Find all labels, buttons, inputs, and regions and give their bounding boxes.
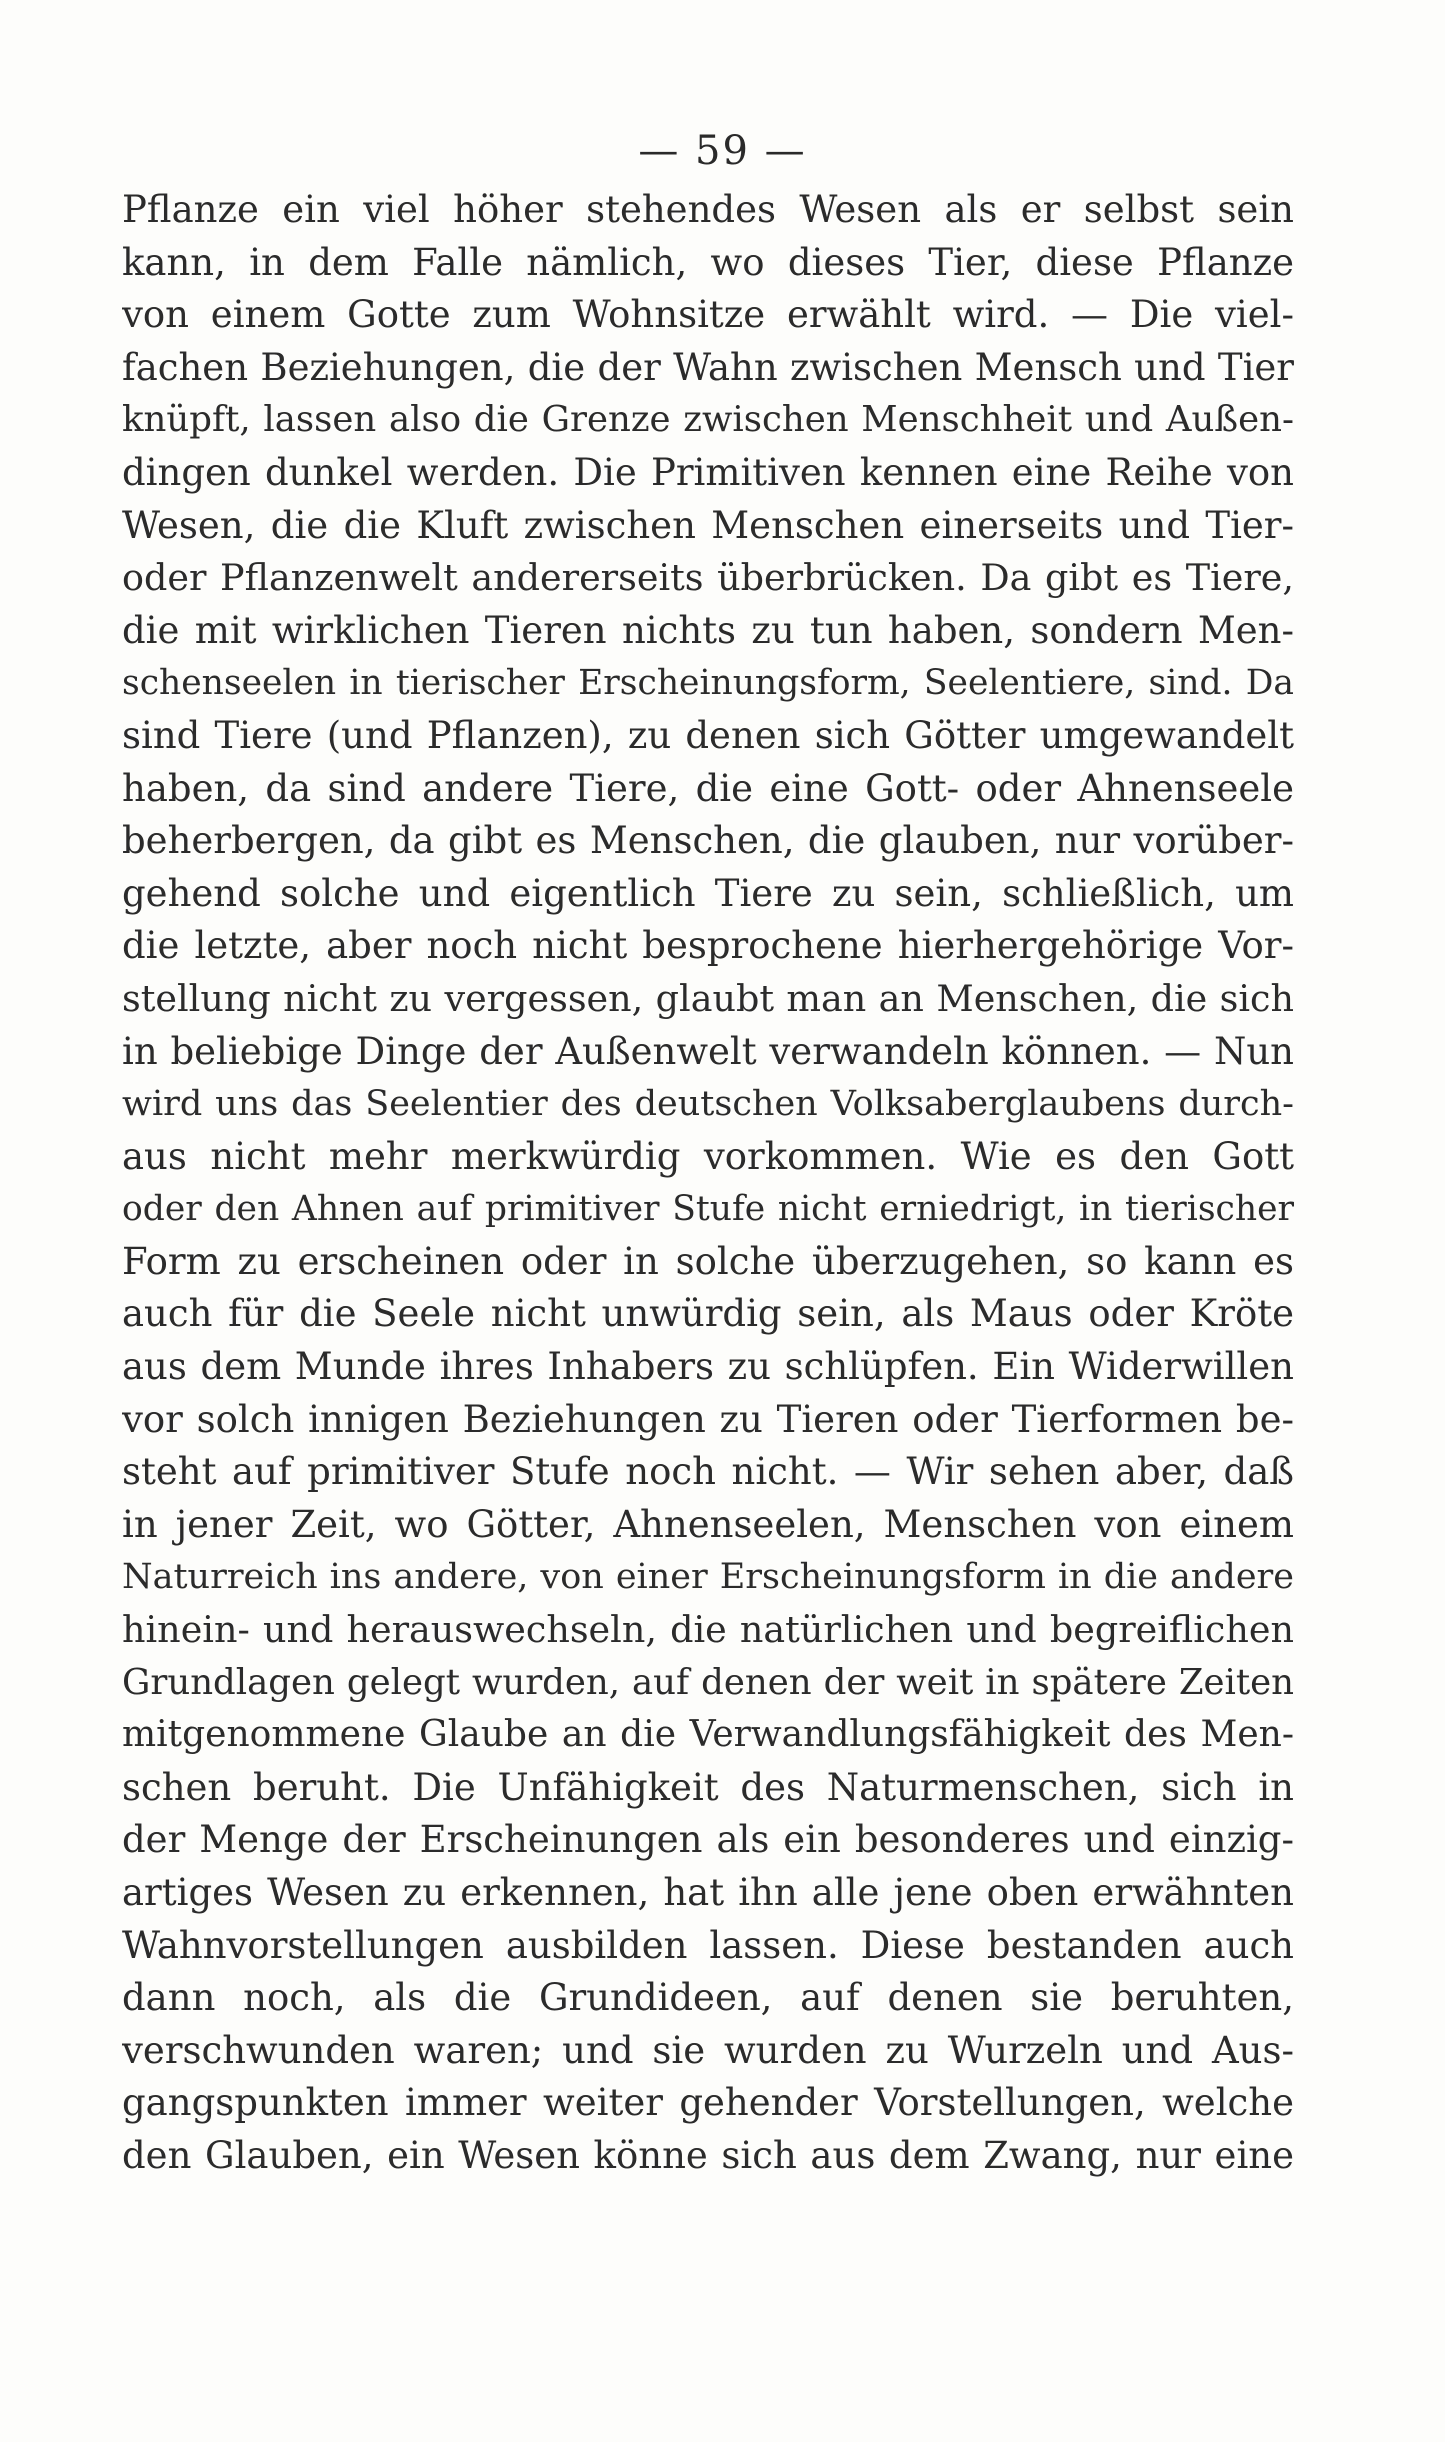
text-line: vor solch innigen Beziehungen zu Tieren oder Tierformen be-	[122, 1397, 1294, 1441]
text-line: Wesen, die die Kluft zwischen Menschen einerseits und Tier-	[122, 503, 1294, 547]
text-line: Pflanze ein viel höher stehendes Wesen als er selbst sein	[122, 188, 1294, 231]
text-line: oder Pflanzenwelt andererseits überbrücken. Da gibt es Tiere,	[122, 556, 1294, 600]
text-line: fachen Beziehungen, die der Wahn zwischen Mensch und Tier	[122, 345, 1294, 389]
body-text	[122, 184, 1294, 2183]
text-line: schen beruht. Die Unfähigkeit des Naturmenschen, sich in	[122, 1765, 1294, 1809]
text-line: schenseelen in tierischer Erscheinungsform, Seelentiere, sind. Da	[122, 663, 1294, 704]
text-line: gangspunkten immer weiter gehender Vorstellungen, welche	[122, 2081, 1294, 2125]
text-line: gehend solche und eigentlich Tiere zu sein, schließlich, um	[122, 871, 1294, 915]
text-line: beherbergen, da gibt es Menschen, die glauben, nur vorüber-	[122, 819, 1294, 863]
text-line: artiges Wesen zu erkennen, hat ihn alle jene oben erwähnten	[122, 1871, 1294, 1914]
text-line: Naturreich ins andere, von einer Erscheinungsform in die andere	[122, 1557, 1294, 1598]
text-line: Form zu erscheinen oder in solche überzugehen, so kann es	[122, 1239, 1294, 1283]
text-line: dann noch, als die Grundideen, auf denen sie beruhten,	[122, 1976, 1294, 2020]
text-line: hinein- und herauswechseln, die natürlichen und begreiflichen	[122, 1608, 1294, 1652]
text-line: wird uns das Seelentier des deutschen Volksaberglaubens durch-	[122, 1084, 1294, 1125]
text-line: stellung nicht zu vergessen, glaubt man an Menschen, die sich	[122, 976, 1294, 1020]
text-line: den Glauben, ein Wesen könne sich aus dem Zwang, nur eine	[122, 2133, 1294, 2177]
text-line: haben, da sind andere Tiere, die eine Gott- oder Ahnenseele	[122, 766, 1294, 810]
text-line: von einem Gotte zum Wohnsitze erwählt wird. — Die viel-	[122, 293, 1294, 337]
text-line: Wahnvorstellungen ausbilden lassen. Diese bestanden auch	[122, 1923, 1294, 1967]
text-line: aus nicht mehr merkwürdig vorkommen. Wie es den Gott	[122, 1134, 1294, 1178]
text-line: knüpft, lassen also die Grenze zwischen Menschheit und Außen-	[122, 399, 1294, 441]
text-line: auch für die Seele nicht unwürdig sein, als Maus oder Kröte	[122, 1292, 1294, 1336]
text-line: der Menge der Erscheinungen als ein besonderes und einzig-	[122, 1818, 1294, 1862]
text-line: oder den Ahnen auf primitiver Stufe nicht erniedrigt, in tierischer	[122, 1189, 1294, 1230]
text-line: aus dem Munde ihres Inhabers zu schlüpfen. Ein Widerwillen	[122, 1345, 1294, 1389]
text-line: Grundlagen gelegt wurden, auf denen der weit in spätere Zeiten	[122, 1661, 1294, 1703]
page-number: — 59 —	[638, 128, 807, 174]
text-line: kann, in dem Falle nämlich, wo dieses Tier, diese Pflanze	[122, 240, 1294, 284]
text-line: steht auf primitiver Stufe noch nicht. — Wir sehen aber, daß	[122, 1450, 1294, 1494]
text-line: verschwunden waren; und sie wurden zu Wurzeln und Aus-	[122, 2028, 1294, 2072]
text-line: sind Tiere (und Pflanzen), zu denen sich Götter umgewandelt	[122, 713, 1294, 757]
text-line: mitgenommene Glaube an die Verwandlungsfähigkeit des Men-	[122, 1714, 1294, 1756]
text-line: die mit wirklichen Tieren nichts zu tun haben, sondern Men-	[122, 608, 1294, 652]
text-line: in jener Zeit, wo Götter, Ahnenseelen, Menschen von einem	[122, 1502, 1294, 1546]
text-line: die letzte, aber noch nicht besprochene hierhergehörige Vor-	[122, 924, 1294, 968]
text-line: dingen dunkel werden. Die Primitiven kennen eine Reihe von	[122, 450, 1294, 494]
text-line: in beliebige Dinge der Außenwelt verwandeln können. — Nun	[122, 1029, 1294, 1073]
